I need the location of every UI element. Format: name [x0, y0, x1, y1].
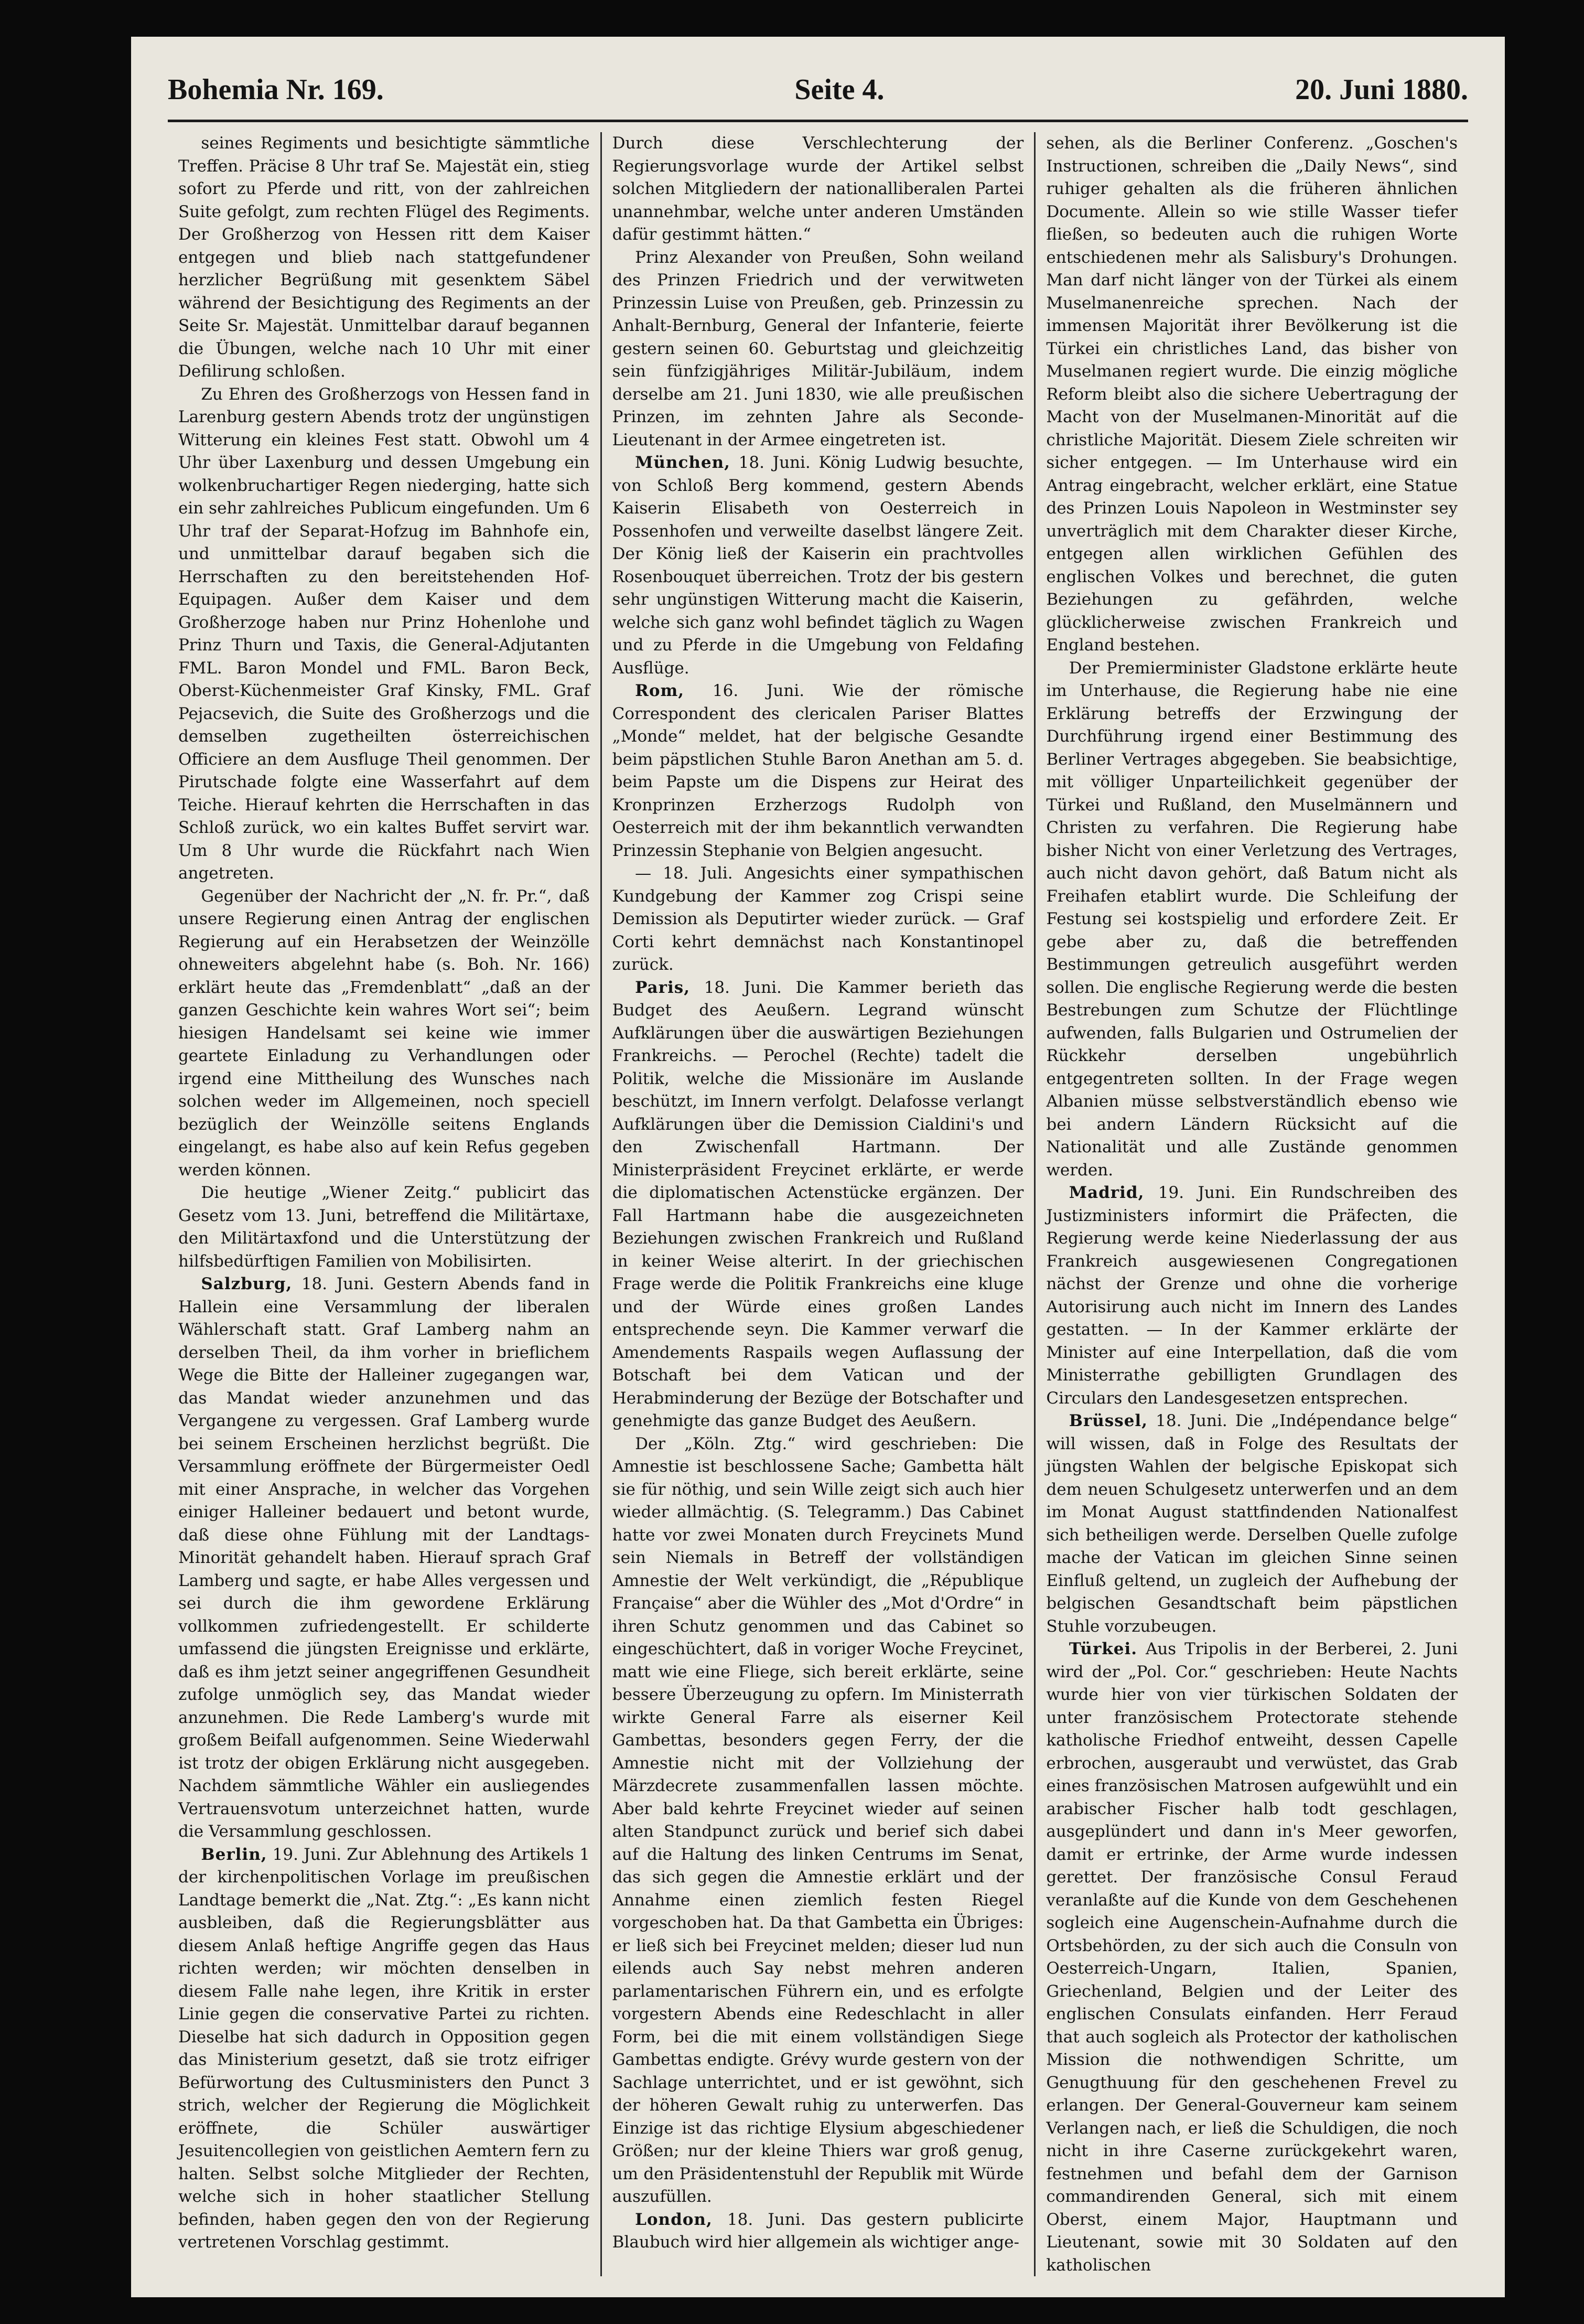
article-paragraph	[612, 452, 1024, 680]
article-paragraph	[1046, 657, 1458, 1182]
paragraph-text: 16. Juni. Wie der römische Correspondent des clericalen Pariser Blattes „Monde“ meldet, hat der belgische Gesandte beim päpstlichen Stuhle Baron Anethan am 5. d. beim Papste um die Dispens zur Heirat des Kronprinzen Erzherzogs Rudolph von Oesterreich mit der ihm bekanntlich verwandten Prinzessin Stephanie von Belgien angesucht.	[612, 681, 1024, 860]
paragraph-text: 18. Juni. Die „Indépendance belge“ will wissen, daß in Folge des Resultats der jüngsten Wahlen der belgische Episkopat sich dem neuen Schulgesetz unterwerfen und an dem im Monat August stattfindenden Nationalfest sich betheiligen werde. Derselben Quelle zufolge mache der Vatican im gleichen Sinne seinen Einfluß geltend, un zugleich der Aufhebung der belgischen Gesandtschaft beim päpstlichen Stuhle vorzubeugen.	[1046, 1411, 1458, 1636]
paragraph-text: Aus Tripolis in der Berberei, 2. Juni wird der „Pol. Cor.“ geschrieben: Heute Nachts wurde hier von vier türkischen Soldaten der unter französischem Protectorate stehende katholische Friedhof entweiht, dessen Capelle erbrochen, ausgeraubt und verwüstet, das Grab eines französischen Matrosen aufgewühlt und ein arabischer Fischer halb todt geschlagen, ausgeplündert und dann in's Meer geworfen, damit er ertrinke, der Arme wurde indessen gerettet. Der französische Consul Feraud veranlaßte auf die Kunde von dem Geschehenen sogleich eine Augenschein-Aufnahme durch die Ortsbehörden, zu der sich auch die Consuln von Oesterreich-Ungarn, Italien, Spanien, Griechenland, Belgien und der Leiter des englischen Consulats einfanden. Herr Feraud that auch sogleich als Protector der katholischen Mission die nothwendigen Schritte, um Genugthuung für den geschehenen Frevel zu erlangen. Der General-Gouverneur kam seinem Verlangen nach, er ließ die Schuldigen, die noch nicht in ihre Caserne zurückgekehrt waren, festnehmen und befahl dem der Garnison commandirenden General, sich mit einem Oberst, einem Major, Hauptmann und Lieutenant, sowie mit 30 Soldaten auf den katholischen	[1046, 1640, 1458, 2275]
paragraph-text: 18. Juni. König Ludwig besuchte, von Schloß Berg kommend, gestern Abends Kaiserin Elisabeth von Oesterreich in Possenhofen und verweilte daselbst längere Zeit. Der König ließ der Kaiserin ein prachtvolles Rosenbouquet überreichen. Trotz der bis gestern sehr ungünstigen Witterung macht die Kaiserin, welche sich ganz wohl befindet täglich zu Wagen und zu Pferde in die Umgebung von Feldafing Ausflüge.	[612, 453, 1024, 678]
article-paragraph	[612, 132, 1024, 247]
article-paragraph	[178, 885, 590, 1182]
page-header	[168, 66, 1468, 113]
article-paragraph	[178, 383, 590, 885]
article-paragraph	[178, 1844, 590, 2254]
paragraph-text: Durch diese Verschlechterung der Regierungsvorlage wurde der Artikel selbst solchen Mitgliedern der nationalliberalen Partei unannehmbar, welche unter anderen Umständen dafür gestimmt hätten.“	[612, 134, 1024, 244]
dateline: Berlin,	[201, 1845, 267, 1864]
dateline: Madrid,	[1069, 1183, 1145, 1202]
dateline: Paris,	[635, 978, 690, 997]
paragraph-text: 19. Juni. Ein Rundschreiben des Justizministers informirt die Präfecten, die Regierung werde keine Niederlassung der aus Frankreich ausgewiesenen Congregationen nächst der Grenze und ohne die vorherige Autorisirung auch nicht im Innern des Landes gestatten. — In der Kammer erklärte der Minister auf eine Interpellation, daß die vom Ministerrathe gebilligten Grundlagen des Circulars den Landesgesetzen entsprechen.	[1046, 1183, 1458, 1408]
header-newspaper-issue: Bohemia Nr. 169.	[168, 73, 384, 106]
paragraph-text: Der „Köln. Ztg.“ wird geschrieben: Die Amnestie ist beschlossene Sache; Gambetta hält sie für nöthig, und sein Wille zeigt sich auch hier wieder allmächtig. (S. Telegramm.) Das Cabinet hatte vor zwei Monaten durch Freycinets Mund sein Niemals in Betreff der vollständigen Amnestie der Welt verkündigt, die „République Française“ aber die Wühler des „Mot d'Ordre“ in ihren Schutz genommen und das Cabinet so eingeschüchtert, daß in voriger Woche Freycinet, matt wie eine Fliege, sich bereit erklärte, seine bessere Überzeugung zu opfern. Im Ministerrath wirkte General Farre als eiserner Keil Gambettas, besonders gegen Ferry, der die Amnestie nicht mit der Vollziehung der Märzdecrete zusammenfallen lassen möchte. Aber bald kehrte Freycinet wieder auf seinen alten Standpunct zurück und berief sich dabei auf die Haltung des linken Centrums im Senat, das sich gegen die Amnestie erklärt und der Annahme einen ziemlich festen Riegel vorgeschoben hat. Da that Gambetta ein Übriges: er ließ sich bei Freycinet melden; dieser lud nun eilends auch Say nebst mehren anderen parlamentarischen Führern ein, und es erfolgte vorgestern Abends eine Redeschlacht in aller Form, bei die mit einem vollständigen Siege Gambettas endigte. Grévy wurde gestern von der Sachlage unterrichtet, und er ist gewöhnt, sich der höheren Gewalt ruhig zu unterwerfen. Das Einzige ist das richtige Elysium abgeschiedener Größen; nur der kleine Thiers war groß genug, um den Präsidentenstuhl der Republik mit Würde auszufüllen.	[612, 1434, 1024, 2206]
dateline: Türkei.	[1069, 1640, 1138, 1658]
newspaper-page	[131, 37, 1505, 2297]
paragraph-text: Der Premierminister Gladstone erklärte heute im Unterhause, die Regierung habe nie eine Erklärung betreffs der Erzwingung der Durchführung irgend einer Bestimmung des Berliner Vertrages abgegeben. Sie beabsichtige, mit völliger Unparteilichkeit gegenüber der Türkei und Rußland, den Muselmännern und Christen zu verfahren. Die Regierung habe bisher Nicht von einer Verletzung des Vertrages, auch nicht davon gehört, daß Batum nicht als Freihafen etablirt wurde. Die Schleifung der Festung sei kostspielig und erfordere Zeit. Er gebe aber zu, daß die betreffenden Bestimmungen getreulich ausgeführt werden sollen. Die englische Regierung werde die besten Bestrebungen zum Schutze der Flüchtlinge aufwenden, falls Bulgarien und Ostrumelien der Rückkehr derselben ungebührlich entgegentreten sollten. In der Frage wegen Albanien müsse selbstverständlich ebenso wie bei andern Ländern Rücksicht auf die Nationalität und alle Zustände genommen werden.	[1046, 658, 1458, 1180]
paragraph-text: 19. Juni. Zur Ablehnung des Artikels 1 der kirchenpolitischen Vorlage im preußischen Landtage bemerkt die „Nat. Ztg.“: „Es kann nicht ausbleiben, daß die Regierungsblätter aus diesem Anlaß heftige Angriffe gegen das Haus richten werden; wir möchten denselben in diesem Falle nahe legen, ihre Kritik in erster Linie gegen die conservative Partei zu richten. Dieselbe hat sich dadurch in Opposition gegen das Ministerium gesetzt, daß sie trotz eifriger Befürwortung des Cultusministers den Punct 3 strich, welcher der Regierung die Möglichkeit eröffnete, die Schüler auswärtiger Jesuitencollegien von geistlichen Aemtern fern zu halten. Selbst solche Mitglieder der Rechten, welche sich in hoher staatlicher Stellung befinden, haben gegen den von der Regierung vertretenen Vorschlag gestimmt.	[178, 1845, 590, 2252]
paragraph-text: Die heutige „Wiener Zeitg.“ publicirt das Gesetz vom 13. Juni, betreffend die Militärtaxe, den Militärtaxfond und die Unterstützung der hilfsbedürftigen Familien von Mobilisirten.	[178, 1183, 590, 1271]
header-rule	[168, 120, 1468, 122]
paragraph-text: Prinz Alexander von Preußen, Sohn weiland des Prinzen Friedrich und der verwitweten Prinzessin Luise von Preußen, geb. Prinzessin zu Anhalt-Bernburg, General der Infanterie, feierte gestern seinen 60. Geburtstag und gleichzeitig sein fünfzigjähriges Militär-Jubiläum, indem derselbe am 21. Juni 1830, wie alle preußischen Prinzen, im zehnten Jahre als Seconde-Lieutenant in der Armee eingetreten ist.	[612, 248, 1024, 449]
article-paragraph	[612, 862, 1024, 977]
dateline: London,	[635, 2210, 713, 2229]
dateline: Salzburg,	[201, 1275, 293, 1293]
text-column-3	[1034, 132, 1468, 2276]
article-paragraph	[612, 2209, 1024, 2254]
dateline: Rom,	[635, 681, 685, 700]
article-paragraph	[1046, 1638, 1458, 2276]
article-paragraph	[612, 977, 1024, 1433]
article-paragraph	[1046, 1182, 1458, 1410]
article-paragraph	[612, 1433, 1024, 2209]
article-paragraph	[1046, 1410, 1458, 1638]
article-columns	[168, 132, 1468, 2276]
text-column-2	[600, 132, 1035, 2276]
paragraph-text: seines Regiments und besichtigte sämmtliche Treffen. Präcise 8 Uhr traf Se. Majestät ein, stieg sofort zu Pferde und ritt, von der zahlreichen Suite gefolgt, zum rechten Flügel des Regiments. Der Großherzog von Hessen ritt dem Kaiser entgegen und blieb nach stattgefundener herzlicher Begrüßung mit gesenktem Säbel während der Besichtigung des Regiments an der Seite Sr. Majestät. Unmittelbar darauf begannen die Übungen, welche nach 10 Uhr mit einer Defilirung schloßen.	[178, 134, 590, 381]
paragraph-text: Gegenüber der Nachricht der „N. fr. Pr.“, daß unsere Regierung einen Antrag der englischen Regierung auf ein Herabsetzen der Weinzölle ohneweiters abgelehnt habe (s. Boh. Nr. 166) erklärt heute das „Fremdenblatt“ „daß an der ganzen Geschichte kein wahres Wort sei“; beim hiesigen Handelsamt sei keine wie immer geartete Einladung zu Verhandlungen oder irgend eine Mittheilung des Wunsches nach solchen weder im Allgemeinen, noch speciell bezüglich der Weinzölle seitens Englands eingelangt, es habe also auf kein Refus gegeben werden können.	[178, 886, 590, 1180]
header-page-number: Seite 4.	[794, 73, 885, 106]
paragraph-text: Zu Ehren des Großherzogs von Hessen fand in Larenburg gestern Abends trotz der ungünstigen Witterung ein kleines Fest statt. Obwohl um 4 Uhr über Laxenburg und dessen Umgebung ein wolkenbruchartiger Regen niederging, hatte sich ein sehr zahlreiches Publicum eingefunden. Um 6 Uhr traf der Separat-Hofzug im Bahnhofe ein, und unmittelbar darauf begaben sich die Herrschaften zu den bereitstehenden Hof-Equipagen. Außer dem Kaiser und dem Großherzoge haben nur Prinz Hohenlohe und Prinz Thurn und Taxis, die General-Adjutanten FML. Baron Mondel und FML. Baron Beck, Oberst-Küchenmeister Graf Kinsky, FML. Graf Pejacsevich, die Suite des Großherzogs und die demselben zugetheilten österreichischen Officiere an dem Ausfluge Theil genommen. Der Pirutschade folgte eine Wasserfahrt auf dem Teiche. Hierauf kehrten die Herrschaften in das Schloß zurück, wo ein kaltes Buffet servirt war. Um 8 Uhr wurde die Rückfahrt nach Wien angetreten.	[178, 384, 590, 883]
paragraph-text: — 18. Juli. Angesichts einer sympathischen Kundgebung der Kammer zog Crispi seine Demission als Deputirter wieder zurück. — Graf Corti kehrt demnächst nach Konstantinopel zurück.	[612, 864, 1024, 974]
article-paragraph	[178, 1273, 590, 1844]
dateline: Brüssel,	[1069, 1411, 1148, 1430]
article-paragraph	[1046, 132, 1458, 657]
paragraph-text: 18. Juni. Die Kammer berieth das Budget des Aeußern. Legrand wünscht Aufklärungen über die auswärtigen Beziehungen Frankreichs. — Perochel (Rechte) tadelt die Politik, welche die Missionäre im Auslande beschützt, im Innern verfolgt. Delafosse verlangt Aufklärungen über die Demission Cialdini's und den Zwischenfall Hartmann. Der Ministerpräsident Freycinet erklärte, er werde die diplomatischen Actenstücke ergänzen. Der Fall Hartmann habe die ausgezeichneten Beziehungen zwischen Frankreich und Rußland in keiner Weise alterirt. In der griechischen Frage werde die Politik Frankreichs eine kluge und der Würde eines großen Landes entsprechende seyn. Die Kammer verwarf die Amendements Raspails wegen Auflassung der Botschaft bei dem Vatican und der Herabminderung der Bezüge der Botschafter und genehmigte das ganze Budget des Aeußern.	[612, 978, 1024, 1430]
header-date: 20. Juni 1880.	[1295, 73, 1468, 106]
article-paragraph	[612, 247, 1024, 452]
paragraph-text: 18. Juni. Gestern Abends fand in Hallein eine Versammlung der liberalen Wählerschaft statt. Graf Lamberg nahm an derselben Theil, da ihm vorher in brieflichem Wege die Bitte der Halleiner zugegangen war, das Mandat wieder anzunehmen und das Vergangene zu vergessen. Graf Lamberg wurde bei seinem Erscheinen herzlichst begrüßt. Die Versammlung eröffnete der Bürgermeister Oedl mit einer Ansprache, in welcher das Vorgehen einiger Halleiner bedauert und betont wurde, daß diese ohne Fühlung mit der Landtags-Minorität gehandelt haben. Hierauf sprach Graf Lamberg und sagte, er habe Alles vergessen und sei durch die ihm gewordene Erklärung vollkommen zufriedengestellt. Er schilderte umfassend die jüngsten Ereignisse und erklärte, daß es ihm jetzt seiner angegriffenen Gesundheit zufolge unmöglich sey, das Mandat wieder anzunehmen. Die Rede Lamberg's wurde mit großem Beifall aufgenommen. Seine Wiederwahl ist trotz der obigen Erklärung nicht ausgegeben. Nachdem sämmtliche Wähler ein ausliegendes Vertrauensvotum unterzeichnet hatten, wurde die Versammlung geschlossen.	[178, 1275, 590, 1841]
article-paragraph	[178, 1182, 590, 1273]
paragraph-text: 18. Juni. Das gestern publicirte Blaubuch wird hier allgemein als wichtiger ange-	[612, 2210, 1024, 2252]
article-paragraph	[612, 680, 1024, 862]
text-column-1	[168, 132, 600, 2276]
dateline: München,	[635, 453, 730, 472]
article-paragraph	[178, 132, 590, 383]
paragraph-text: sehen, als die Berliner Conferenz. „Goschen's Instructionen, schreiben die „Daily News“, sind ruhiger gehalten als die früheren ähnlichen Documente. Allein so wie stille Wasser tiefer fließen, so bedeuten auch die ruhigen Worte entschiedenen mehr als Salisbury's Drohungen. Man darf nicht länger von der Türkei als einem Muselmanenreiche sprechen. Nach der immensen Majorität ihrer Bevölkerung ist die Türkei ein christliches Land, das bisher von Muselmanen regiert wurde. Die einzig mögliche Reform bleibt also die sichere Uebertragung der Macht von der Muselmanen-Minorität auf die christliche Majorität. Diesem Ziele schreiten wir sicher entgegen. — Im Unterhause wird ein Antrag eingebracht, welcher erklärt, eine Statue des Prinzen Louis Napoleon in Westminster sey unverträglich mit dem Charakter dieser Kirche, entgegen allen wirklichen Gefühlen des englischen Volkes und berechnet, die guten Beziehungen zu gefährden, welche glücklicherweise zwischen Frankreich und England bestehen.	[1046, 134, 1458, 655]
